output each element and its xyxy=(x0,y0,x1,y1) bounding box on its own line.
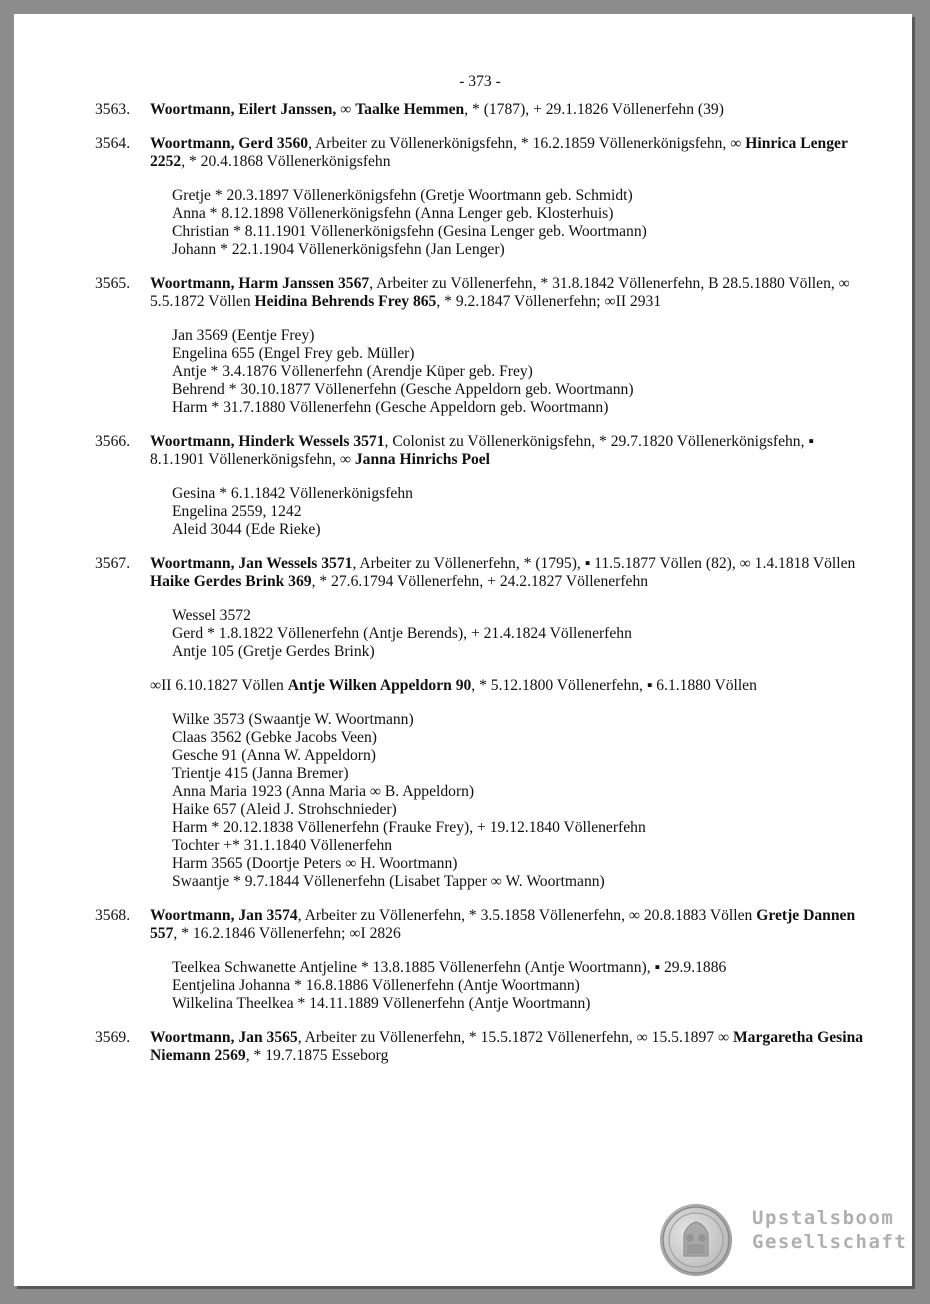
entry-details: , Colonist zu Völlenerkönigsfehn, * 29.7.1820 Völlenerkönigsfehn, ▪ 8.1.1901 Völlenerkönigsfehn, ∞ xyxy=(150,433,814,468)
entry-number: 3566. xyxy=(95,433,131,450)
person-name: Woortmann, Hinderk Wessels 3571 xyxy=(150,433,385,450)
spouse-name: Margaretha Gesina Niemann 2569 xyxy=(150,1029,864,1064)
entry-details: , * 16.2.1846 Völlenerfehn; ∞I 2826 xyxy=(173,925,401,942)
child-entry: Anna Maria 1923 (Anna Maria ∞ B. Appeldorn) xyxy=(172,783,475,800)
entry-number: 3563. xyxy=(95,101,131,118)
child-entry: Eentjelina Johanna * 16.8.1886 Völlenerfehn (Antje Woortmann) xyxy=(172,977,580,994)
child-entry: Jan 3569 (Eentje Frey) xyxy=(172,327,315,344)
child-entry: Wilkelina Theelkea * 14.11.1889 Völlenerfehn (Antje Woortmann) xyxy=(172,995,591,1012)
entry-text xyxy=(150,1029,865,1065)
entry-details: , Arbeiter zu Völlenerfehn, * 3.5.1858 Völlenerfehn, ∞ 20.8.1883 Völlen xyxy=(297,907,757,924)
child-entry: Teelkea Schwanette Antjeline * 13.8.1885 Völlenerfehn (Antje Woortmann), ▪ 29.9.1886 xyxy=(172,959,727,976)
page-number: - 373 - xyxy=(459,73,501,90)
entry-number: 3567. xyxy=(95,555,131,572)
watermark-line: Gesellschaft xyxy=(752,1231,908,1253)
watermark-line: Upstalsboom xyxy=(752,1207,895,1229)
entry-3565 xyxy=(95,275,865,417)
child-entry: Johann * 22.1.1904 Völlenerkönigsfehn (Jan Lenger) xyxy=(172,241,505,258)
child-entry: Harm * 20.12.1838 Völlenerfehn (Frauke Frey), + 19.12.1840 Völlenerfehn xyxy=(172,819,646,836)
person-name: Woortmann, Gerd 3560 xyxy=(150,135,309,152)
entry-number: 3568. xyxy=(95,907,131,924)
child-entry: Wilke 3573 (Swaantje W. Woortmann) xyxy=(172,711,414,728)
entry-details: , * 19.7.1875 Esseborg xyxy=(245,1047,389,1064)
entry-details: , Arbeiter zu Völlenerfehn, * 15.5.1872 Völlenerfehn, ∞ 15.5.1897 ∞ xyxy=(297,1029,733,1046)
children-list xyxy=(172,327,865,417)
children-list xyxy=(172,607,865,661)
person-name: Woortmann, Jan 3574 xyxy=(150,907,298,924)
person-name: Woortmann, Jan Wessels 3571 xyxy=(150,555,353,572)
child-entry: Christian * 8.11.1901 Völlenerkönigsfehn (Gesina Lenger geb. Woortmann) xyxy=(172,223,647,240)
child-entry: Swaantje * 9.7.1844 Völlenerfehn (Lisabet Tapper ∞ W. Woortmann) xyxy=(172,873,605,890)
child-entry: Gretje * 20.3.1897 Völlenerkönigsfehn (Gretje Woortmann geb. Schmidt) xyxy=(172,187,633,204)
child-entry: Anna * 8.12.1898 Völlenerkönigsfehn (Anna Lenger geb. Klosterhuis) xyxy=(172,205,614,222)
entry-text xyxy=(150,135,865,171)
person-name: Woortmann, Jan 3565 xyxy=(150,1029,298,1046)
person-name: Woortmann, Eilert Janssen, xyxy=(150,101,337,118)
entry-number: 3569. xyxy=(95,1029,131,1046)
person-name: Woortmann, Harm Janssen 3567 xyxy=(150,275,370,292)
entry-details: , Arbeiter zu Völlenerkönigsfehn, * 16.2.1859 Völlenerkönigsfehn, ∞ xyxy=(308,135,746,152)
spouse-name: Antje Wilken Appeldorn 90 xyxy=(287,677,472,694)
child-entry: Haike 657 (Aleid J. Strohschnieder) xyxy=(172,801,397,818)
entry-details: , * 20.4.1868 Völlenerkönigsfehn xyxy=(181,153,391,170)
entry-3568 xyxy=(95,907,865,1013)
entry-3566 xyxy=(95,433,865,539)
child-entry: Claas 3562 (Gebke Jacobs Veen) xyxy=(172,729,377,746)
second-marriage xyxy=(150,677,865,695)
entry-text xyxy=(150,555,865,591)
entry-text xyxy=(150,433,865,469)
child-entry: Engelina 2559, 1242 xyxy=(172,503,302,520)
page-content xyxy=(95,73,865,1081)
seal-icon xyxy=(660,1204,732,1276)
entry-number: 3565. xyxy=(95,275,131,292)
spouse-name: Haike Gerdes Brink 369 xyxy=(150,573,312,590)
entry-details: , * (1787), + 29.1.1826 Völlenerfehn (39) xyxy=(464,101,724,118)
entry-3563 xyxy=(95,101,865,119)
entry-details: , * 27.6.1794 Völlenerfehn, + 24.2.1827 Völlenerfehn xyxy=(311,573,649,590)
entry-text xyxy=(150,275,865,311)
children-list xyxy=(172,485,865,539)
spouse-name: Taalke Hemmen xyxy=(355,101,465,118)
entry-details: , Arbeiter zu Völlenerfehn, * 31.8.1842 Völlenerfehn, B 28.5.1880 Völlen, ∞ 5.5.1872 Völlen xyxy=(150,275,850,310)
child-entry: Gesche 91 (Anna W. Appeldorn) xyxy=(172,747,376,764)
entry-3564 xyxy=(95,135,865,259)
child-entry: Gerd * 1.8.1822 Völlenerfehn (Antje Berends), + 21.4.1824 Völlenerfehn xyxy=(172,625,632,642)
watermark xyxy=(660,1202,910,1282)
entry-details: , Arbeiter zu Völlenerfehn, * (1795), ▪ 11.5.1877 Völlen (82), ∞ 1.4.1818 Völlen xyxy=(352,555,856,572)
child-entry: Gesina * 6.1.1842 Völlenerkönigsfehn xyxy=(172,485,413,502)
entry-3569 xyxy=(95,1029,865,1065)
child-entry: Engelina 655 (Engel Frey geb. Müller) xyxy=(172,345,415,362)
child-entry: Wessel 3572 xyxy=(172,607,251,624)
child-entry: Aleid 3044 (Ede Rieke) xyxy=(172,521,321,538)
child-entry: Harm 3565 (Doortje Peters ∞ H. Woortmann) xyxy=(172,855,458,872)
entry-details: ∞ xyxy=(336,101,356,118)
spouse-name: Janna Hinrichs Poel xyxy=(354,451,491,468)
entry-text xyxy=(150,907,865,943)
child-entry: Antje * 3.4.1876 Völlenerfehn (Arendje Küper geb. Frey) xyxy=(172,363,533,380)
child-entry: Antje 105 (Gretje Gerdes Brink) xyxy=(172,643,375,660)
child-entry: Trientje 415 (Janna Bremer) xyxy=(172,765,349,782)
children-list xyxy=(172,711,865,891)
child-entry: Behrend * 30.10.1877 Völlenerfehn (Gesche Appeldorn geb. Woortmann) xyxy=(172,381,634,398)
child-entry: Tochter +* 31.1.1840 Völlenerfehn xyxy=(172,837,393,854)
children-list xyxy=(172,959,865,1013)
spouse-name: Hinrica Lenger 2252 xyxy=(150,135,848,170)
marriage-prefix: ∞II 6.10.1827 Völlen xyxy=(150,677,288,694)
spouse-name: Gretje Dannen 557 xyxy=(150,907,856,942)
entry-details: , * 9.2.1847 Völlenerfehn; ∞II 2931 xyxy=(436,293,662,310)
watermark-text xyxy=(752,1206,907,1254)
entry-text xyxy=(150,101,865,119)
entry-3567 xyxy=(95,555,865,891)
child-entry: Harm * 31.7.1880 Völlenerfehn (Gesche Appeldorn geb. Woortmann) xyxy=(172,399,609,416)
children-list xyxy=(172,187,865,259)
entry-details: , * 5.12.1800 Völlenerfehn, ▪ 6.1.1880 Völlen xyxy=(471,677,757,694)
spouse-name: Heidina Behrends Frey 865 xyxy=(254,293,437,310)
entry-number: 3564. xyxy=(95,135,131,152)
document-page xyxy=(14,14,912,1286)
